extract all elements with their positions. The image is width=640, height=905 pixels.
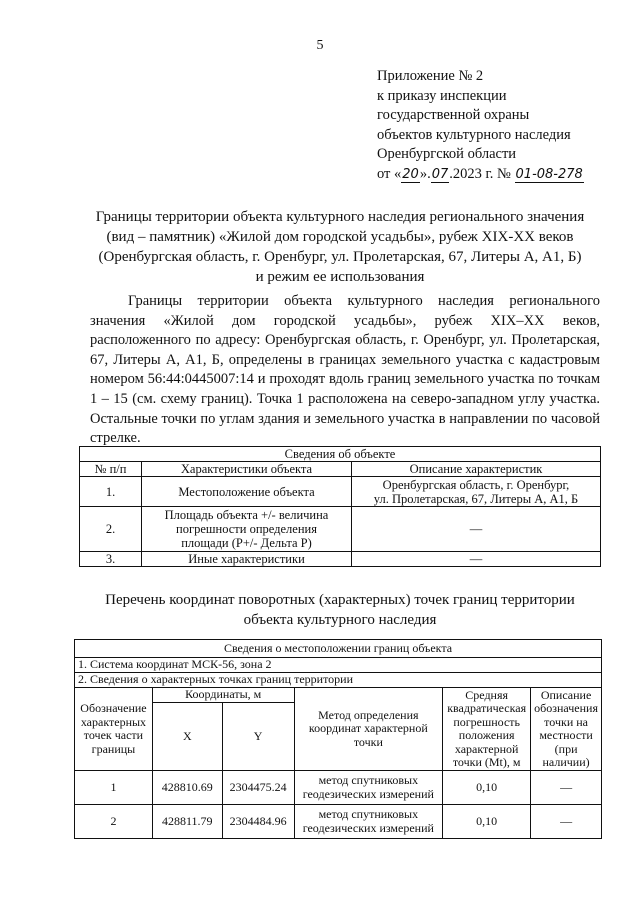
description-line: ул. Пролетарская, 67, Литеры А, А1, Б — [373, 491, 579, 506]
x-value: 428810.69 — [152, 771, 222, 805]
row-number: 3. — [80, 552, 142, 567]
title-line: (вид – памятник) «Жилой дом городской усадьбы», рубеж XIX-XX веков — [106, 229, 574, 245]
appendix-line: Приложение № 2 — [377, 68, 484, 84]
page-number: 5 — [316, 38, 324, 53]
column-header: Описание характеристик — [352, 462, 601, 477]
handwritten-number: 01-08-278 — [515, 166, 583, 182]
handwritten-month: 07 — [431, 166, 449, 182]
coordinates-list-title — [60, 590, 620, 630]
row-description — [352, 477, 601, 507]
row-number: 2. — [80, 507, 142, 552]
table-caption: Сведения о местоположении границ объекта — [75, 640, 602, 658]
row-characteristic: Иные характеристики — [142, 552, 352, 567]
date-sep: ». — [419, 165, 431, 182]
appendix-date-line — [377, 165, 584, 185]
title-line: Перечень координат поворотных (характерных) точек границ территории — [105, 592, 575, 608]
appendix-line: к приказу инспекции — [377, 87, 507, 104]
table-row — [75, 805, 602, 839]
description-paragraph: Границы территории объекта культурного наследия регионального значения «Жилой дом городской усадьбы», рубеж XIX–XX веков, расположенного по адресу: Оренбургская область, г. Оренбург, ул. Пролетарская, 67, Литеры А, А1, Б, определены в границах земельного участка с кадастровым номером 56:44:0445007:14 и проходят вдоль границ земельного участка по точкам 1 – 15 (см. схему границ). Точка 1 расположена на северо-западном углу участка. Остальные точки по углам здания и земельного участка в направлении по часовой стрелке. — [90, 293, 600, 447]
error-value: 0,10 — [443, 805, 531, 839]
characteristic-line: погрешности определения — [176, 522, 317, 536]
header-coordinates: Координаты, м — [152, 688, 294, 703]
header-description: Описание обозначения точки на местности (при наличии) — [531, 688, 602, 771]
row-characteristic: Местоположение объекта — [142, 477, 352, 507]
coordinate-system: 1. Система координат МСК-56, зона 2 — [75, 658, 602, 673]
characteristic-line: площади (Р+/- Дельта Р) — [181, 536, 312, 550]
header-method: Метод определения координат характерной точки — [294, 688, 443, 771]
date-prefix: от « — [377, 165, 402, 182]
point-number: 2 — [75, 805, 153, 839]
object-info-table — [79, 446, 601, 567]
row-characteristic — [142, 507, 352, 552]
table-row — [80, 552, 601, 567]
y-value: 2304475.24 — [222, 771, 294, 805]
title-line: и режим ее использования — [255, 269, 425, 285]
method-value: метод спутниковых геодезических измерений — [294, 805, 443, 839]
method-value: метод спутниковых геодезических измерений — [294, 771, 443, 805]
header-designation: Обозначение характерных точек части границы — [75, 688, 153, 771]
x-value: 428811.79 — [152, 805, 222, 839]
row-description: — — [352, 507, 601, 552]
table-row — [80, 507, 601, 552]
table-row — [75, 771, 602, 805]
title-line: (Оренбургская область, г. Оренбург, ул. Пролетарская, 67, Литеры А, А1, Б) — [98, 249, 582, 265]
document-title — [60, 207, 620, 287]
point-number: 1 — [75, 771, 153, 805]
table-row — [80, 477, 601, 507]
table-caption: Сведения об объекте — [80, 447, 601, 462]
title-line: Границы территории объекта культурного наследия регионального значения — [95, 209, 585, 225]
row-description: — — [352, 552, 601, 567]
handwritten-day: 20 — [402, 166, 419, 182]
column-header: Характеристики объекта — [142, 462, 352, 477]
y-value: 2304484.96 — [222, 805, 294, 839]
header-y: Y — [222, 703, 294, 771]
date-year: .2023 г. № — [449, 165, 511, 182]
appendix-header — [377, 67, 584, 184]
error-value: 0,10 — [443, 771, 531, 805]
appendix-line: Оренбургской области — [377, 146, 517, 162]
description-value: — — [531, 771, 602, 805]
header-x: X — [152, 703, 222, 771]
column-header: № п/п — [80, 462, 142, 477]
coordinates-table — [74, 639, 602, 839]
appendix-line: государственной охраны — [377, 107, 530, 123]
header-error: Средняя квадратическая погрешность положения характерной точки (Mt), м — [443, 688, 531, 771]
characteristic-line: Площадь объекта +/- величина — [164, 508, 329, 522]
appendix-line: объектов культурного наследия — [377, 126, 571, 143]
row-number: 1. — [80, 477, 142, 507]
description-value: — — [531, 805, 602, 839]
points-caption: 2. Сведения о характерных точках границ территории — [75, 673, 602, 688]
description-line: Оренбургская область, г. Оренбург, — [382, 477, 570, 492]
title-line: объекта культурного наследия — [243, 612, 437, 628]
